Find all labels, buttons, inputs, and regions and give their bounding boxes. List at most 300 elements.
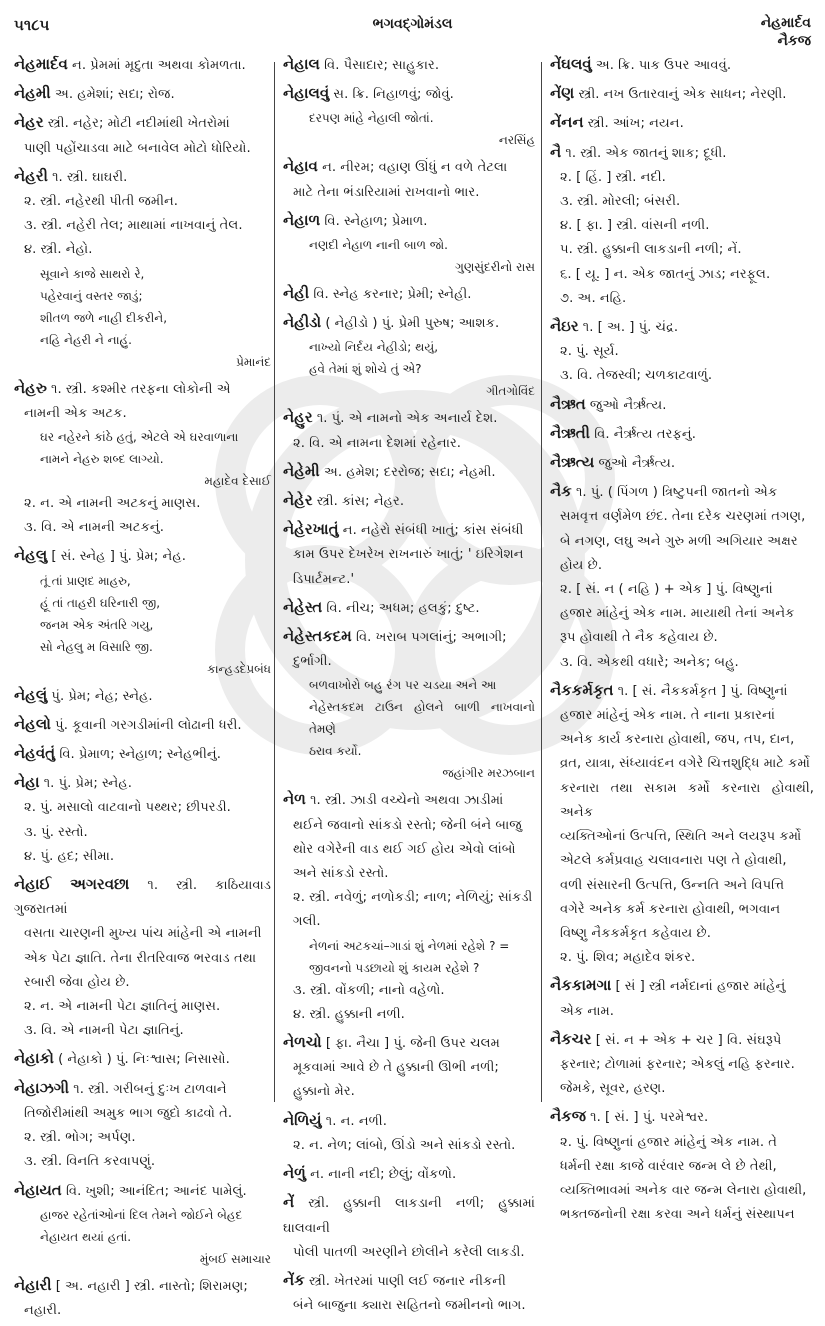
definition-line <box>14 712 271 738</box>
headword: નેહાયત <box>14 1180 62 1199</box>
headword: નેંઘલવું <box>550 55 592 73</box>
headword: નેહલો <box>14 714 51 733</box>
dictionary-entry <box>283 459 535 485</box>
headword: નેહલું <box>14 685 48 704</box>
dictionary-entry <box>14 543 271 679</box>
dictionary-entry <box>283 208 535 278</box>
definition-line <box>550 849 814 873</box>
definition-text: જેમકે, સૂવર, હરણ. <box>560 1081 666 1097</box>
sense-line: ૩. સ્ત્રી. વોંકળી; નાનો વહેળો. <box>293 982 445 998</box>
dictionary-entry <box>550 140 814 311</box>
dictionary-entry <box>283 488 535 514</box>
definition-text: કરનારા તથા સકામ કર્મો કરનારા હોવાથી, અનેક <box>560 780 814 820</box>
definition-line <box>283 1030 535 1056</box>
dictionary-entry <box>14 110 271 160</box>
citation: ગીતગોવિંદ <box>486 384 535 399</box>
quotation-line: ઘર નહેરને કાંઠે હતું, એટલે એ ઘરવાળાના <box>40 430 239 445</box>
definition-line <box>550 777 814 825</box>
headword: નેહેમી <box>283 461 320 480</box>
sense-line: ૫. સ્ત્રી. હુક્કાની લાકડાની નળી; નેં. <box>560 242 742 258</box>
column-1 <box>14 52 271 1326</box>
dictionary-entry <box>550 678 814 970</box>
dictionary-entry <box>283 154 535 204</box>
definition-line <box>550 110 814 136</box>
headword: નૈક <box>550 482 572 501</box>
headword: નૈઇર <box>550 317 579 336</box>
definition-line <box>14 543 271 569</box>
sense-line: ૨. પું. શિવ; મહાદેવ શંકર. <box>560 950 696 966</box>
dictionary-entry <box>14 1273 271 1323</box>
sense-line: ૨. પું. મસાલો વાટવાનો પથ્થર; છીપરડી. <box>24 800 231 816</box>
dictionary-entry <box>14 1076 271 1175</box>
quotation-line: તૂં તાં પ્રાણદ માહરુ, <box>40 573 131 588</box>
sense-line: ૪. સ્ત્રી. હુક્કાની નળી. <box>293 1006 405 1022</box>
sense-line: ૩. વિ. એકથી વધારે; અનેક; બહુ. <box>560 654 739 670</box>
sense-line: ૩. સ્ત્રી. વિનતિ કરવાપણું. <box>24 1154 156 1170</box>
dictionary-entry <box>14 741 271 767</box>
sense-line: ૨. સ્ત્રી. નહેરથી પીતી જમીન. <box>24 194 178 210</box>
definition-text: પાણી પહોંચાડવા માટે બનાવેલ મોટો ધોરિયો. <box>24 140 251 156</box>
definition-line <box>283 814 535 838</box>
definition-text: ૧. પું. ( પિંગળ ) ત્રિષ્ટુપની જાતનો એક <box>575 485 778 501</box>
quotation-line: પહેરવાનું વસ્તર જાડું; <box>40 288 143 303</box>
quotation-line: દરપણ માંહે નેહાલી જોતાં. <box>309 111 434 126</box>
dictionary-entry <box>283 517 535 592</box>
headword: નૈઋત <box>550 394 586 413</box>
definition-line <box>550 1104 814 1130</box>
definition-line <box>14 81 271 107</box>
definition-line <box>283 459 535 485</box>
citation: પ્રેમાનંદ <box>236 354 271 369</box>
definition-text: ૧. સ્ત્રી. ઘાઘરી. <box>52 169 128 185</box>
definition-text: મૂકવામાં આવે છે તે હુક્કાની ઊભી નળી; <box>293 1060 499 1076</box>
definition-text: ન. પ્રેમમાં મૃદુતા અથવા કોમળતા. <box>72 58 246 73</box>
sense-line: ૨. [ હિં. ] સ્ત્રી. નદી. <box>560 169 666 185</box>
citation: જહાંગીર મરઝબાન <box>442 766 535 781</box>
sense-line: ૩. સ્ત્રી. મોરલી; બંસરી. <box>560 194 681 210</box>
headword: નેહારી <box>14 1275 52 1294</box>
definition-line <box>283 838 535 862</box>
quotation-line: હાજર રહેતાંઓનાં દિલ તેમને જોઈને બેહદ <box>40 1207 243 1222</box>
sense-line: ૪. સ્ત્રી. નેહો. <box>24 242 93 258</box>
definition-text: સ્ત્રી. નખ ઉતારવાનું એક સાધન; નેરણી. <box>578 87 787 103</box>
definition-line <box>550 52 814 78</box>
definition-text: વસતા ચારણની મુખ્ય પાંચ માંહેની એ નામની <box>24 926 262 942</box>
headword: નેહી <box>283 284 310 303</box>
quotation-line: સૂવાને કાજે સાથરો રે, <box>40 266 145 281</box>
dictionary-entry <box>550 1104 814 1227</box>
definition-line <box>14 137 271 161</box>
dictionary-entry <box>14 81 271 107</box>
dictionary-entry <box>550 110 814 136</box>
definition-line <box>283 1108 535 1134</box>
citation: ગુણસુંદરીનો રાસ <box>455 260 535 275</box>
dictionary-entry <box>550 52 814 78</box>
definition-text: સ્ત્રી. કાંસ; નેહર. <box>316 494 405 510</box>
definition-line <box>550 678 814 704</box>
definition-line <box>550 874 814 898</box>
headword: નૈ <box>550 142 562 161</box>
dictionary-entry <box>14 712 271 738</box>
sense-line: હજાર માંહેનું એક નામ. માયાથી તેનાં અનેક <box>560 606 795 622</box>
quotation-line: ઠરાવ કર્યો. <box>309 744 362 759</box>
definition-line <box>14 741 271 767</box>
sense-line: ભક્તજનોની રક્ષા કરવા અને ધર્મનું સંસ્થાપન <box>560 1207 795 1223</box>
definition-line <box>283 488 535 514</box>
dictionary-entry <box>14 872 271 1043</box>
definition-line <box>14 872 271 922</box>
definition-line <box>283 405 535 431</box>
definition-text: માટે તેના ભંડારિયામાં રાખવાનો ભાર. <box>293 184 480 200</box>
definition-text: બે નગણ, લઘુ અને ગુરુ મળી અગિયાર અક્ષર <box>560 533 798 549</box>
definition-line <box>14 376 271 402</box>
definition-text: વળી સંસારની ઉત્પત્તિ, ઉન્નતિ અને વિપત્તિ <box>560 877 785 893</box>
definition-line <box>550 530 814 554</box>
definition-line <box>283 568 535 592</box>
definition-line <box>14 1273 271 1299</box>
definition-line <box>550 505 814 529</box>
sense-line: ૪. [ ફા. ] સ્ત્રી. વાંસની નળી. <box>560 218 710 234</box>
definition-text: વિ. સ્નેહ કરનાર; પ્રેમી; સ્નેહી. <box>313 287 472 303</box>
column-3 <box>550 52 814 1230</box>
guide-word-last: નૈકજ <box>777 33 811 49</box>
sense-line: ૩. વિ. એ નામની પેટા જ્ઞાતિનું. <box>24 1023 184 1039</box>
sense-line: ૩. પું. રસ્તો. <box>24 824 88 840</box>
dictionary-entry <box>550 973 814 1023</box>
definition-line <box>550 392 814 418</box>
definition-text: ૧. સ્ત્રી. ઝાડી વચ્ચેનો અથવા ઝાડીમાં <box>310 793 504 809</box>
definition-text: ૧. સ્ત્રી. એક જાતનું શાક; દૂધી. <box>565 145 727 161</box>
dictionary-entry <box>283 1190 535 1265</box>
definition-text: ૧. [ સં. ] પું. પરમેશ્વર. <box>590 1110 709 1126</box>
definition-text: પોલી પાતળી અરણીને છોલીને કરેલી લાકડી. <box>293 1244 525 1260</box>
dictionary-entry <box>283 787 535 1027</box>
definition-text: ન. નીરમ; વહાણ ઊંધું ન વળે તેટલા <box>322 160 508 176</box>
running-title: ભગવદ્ગોમંડલ <box>372 16 453 32</box>
definition-line <box>550 314 814 340</box>
headword: નેહેસ્ત <box>283 597 323 616</box>
headword: નેહલુ <box>14 546 48 565</box>
quotation-line: હૂં તાં તાહરી ઘરિનારી જી, <box>40 595 161 610</box>
definition-line <box>283 208 535 234</box>
definition-text: નહારી. <box>24 1302 62 1318</box>
definition-text: સ. ક્રિ. નિહાળવું; જોવું. <box>333 87 454 103</box>
dictionary-entry <box>550 81 814 107</box>
definition-text: ૧. સ્ત્રી. કાઠિયાવાડ ગુજરાતમાં <box>14 878 272 918</box>
definition-line <box>14 1076 271 1102</box>
definition-line <box>14 971 271 995</box>
definition-line <box>283 154 535 180</box>
definition-text: અ. હમેશાં; સદા; રોજ. <box>54 87 175 103</box>
definition-text: વિ. ખરાબ પગલાંનું; અભાગી; <box>355 630 507 646</box>
sense-line: ૩. વિ. એ નામની અટકનું. <box>24 520 164 536</box>
quotation-line: નહિ નેહરી ને નાહું. <box>40 332 132 347</box>
headword: નૈકજ <box>550 1107 586 1126</box>
definition-line <box>14 683 271 709</box>
definition-text: હોય છે. <box>560 557 603 573</box>
headword: નેહરી <box>14 166 48 185</box>
definition-text: સ્ત્રી. આંખ; નયન. <box>587 116 684 132</box>
dictionary-entry <box>550 1027 814 1102</box>
quotation-line: શીતળ જળે નાહી દીકરીને, <box>40 310 168 325</box>
citation: કાન્હડદેપ્રબંધ <box>207 661 271 676</box>
definition-line <box>283 517 535 543</box>
definition-line <box>550 898 814 922</box>
headword: નેહીડો <box>283 313 322 332</box>
sense-line: ૨. ન. એ નામની અટકનું માણસ. <box>24 496 201 512</box>
quotation-line: નેહાયત થયાં હતાં. <box>40 1229 132 1244</box>
headword: નેહેરખાતું <box>283 520 339 539</box>
quotation-line: નાખ્યો નિર્દય નેહીડો; થયું, <box>309 340 439 355</box>
definition-line <box>14 110 271 136</box>
headword: નેહર <box>14 113 44 132</box>
definition-text: વ્યક્તિઓનાં ઉત્પત્તિ, સ્થિતિ અને લયરૂપ કર્મો <box>560 829 802 845</box>
citation: મહાદેવ દેસાઈ <box>204 474 271 489</box>
dictionary-entry <box>550 421 814 447</box>
definition-text: વિ. પ્રેમાળ; સ્નેહાળ; સ્નેહભીનું. <box>59 747 221 763</box>
definition-text: એટલે કર્મપ્રવાહ ચલાવનારા પણ તે હોવાથી, <box>560 853 787 869</box>
definition-text: અ. ક્રિ. પાક ઉપર આવવું. <box>595 58 732 73</box>
definition-line <box>550 752 814 776</box>
definition-text: સ્ત્રી. નહેર; મોટી નદીમાંથી ખેતરોમાં <box>47 116 230 132</box>
definition-text: વિ. સ્નેહાળ; પ્રેમાળ. <box>324 213 428 229</box>
definition-line <box>550 825 814 849</box>
sense-line: ૩. સ્ત્રી. નહેરી તેલ; માથામાં નાખવાનું તેલ. <box>24 218 243 234</box>
column-2 <box>283 52 535 1321</box>
definition-line <box>283 595 535 621</box>
definition-text: ૧. [ સં. નૈકકર્મકૃત ] પું. વિષ્ણુનાં <box>617 683 788 699</box>
headword: નૈઋતી <box>550 423 590 442</box>
quotation-line: નેહેસ્તકદમ ટાઉન હોલને બાળી નાખવાનો તેમણે <box>309 700 535 737</box>
definition-text: ૧. [ અ. ] પું. ચંદ્ર. <box>582 320 679 336</box>
definition-text: ફરનાર; ટોળામાં ફરનાર; એકલું નહિ ફરનાર. <box>560 1056 795 1072</box>
dictionary-entry <box>550 450 814 476</box>
definition-line <box>283 1241 535 1265</box>
sense-line: ૨. ન. એ નામની પેટા જ્ઞાતિનું માણસ. <box>24 999 221 1015</box>
headword: નેહાવ <box>283 157 318 176</box>
sense-line: ૭. અ. નહિ. <box>560 290 627 306</box>
definition-line <box>550 1000 814 1024</box>
definition-line <box>283 1294 535 1318</box>
definition-text: ૧. ન. નળી. <box>325 1113 387 1129</box>
definition-text: ન. નાની નદી; છેલું; વોંકળો. <box>310 1167 457 1183</box>
sense-line: વ્યક્તિભાવમાં અનેક વાર જન્મ લેનારા હોવાથી, <box>560 1182 807 1198</box>
headword: નેહમી <box>14 84 51 103</box>
definition-text: બંને બાજુના ક્યારા સહિતનો જમીનનો ભાગ. <box>293 1298 526 1314</box>
definition-text: તિજોરીમાંથી અમુક ભાગ જુદો કાઢવો તે. <box>24 1105 233 1121</box>
headword: નેહા <box>14 773 40 792</box>
definition-text: [ અ. નહારી ] સ્ત્રી. નાસ્તો; શિરામણ; <box>55 1278 248 1294</box>
definition-line <box>283 624 535 650</box>
definition-line <box>283 1161 535 1187</box>
definition-line <box>14 402 271 426</box>
definition-line <box>14 52 271 78</box>
definition-line <box>550 1053 814 1077</box>
definition-text: વિ. નૈર્ઋત્ય તરફનું. <box>594 426 696 442</box>
headword: નેહેસ્તકદમ <box>283 627 352 646</box>
headword: નેહુર <box>283 408 313 427</box>
definition-text: [ ફા. નૈચા ] પું. જેની ઉપર ચલમ <box>325 1036 500 1052</box>
headword: નેહાલ <box>283 55 320 73</box>
definition-text: ડિપાર્ટમન્ટ.' <box>293 571 355 587</box>
definition-line <box>14 1178 271 1204</box>
dictionary-entry <box>283 1030 535 1105</box>
definition-text: વિ. ખુશી; આનંદિત; આનંદ પામેલું. <box>65 1183 247 1199</box>
definition-line <box>550 1077 814 1101</box>
headword: નેં <box>283 1193 295 1212</box>
definition-line <box>283 862 535 886</box>
definition-text: ૧. પું. એ નામનો એક અનાર્ય દેશ. <box>316 411 498 427</box>
dictionary-entry <box>283 281 535 307</box>
headword: નેળ <box>283 790 306 809</box>
definition-line <box>550 973 814 999</box>
headword: નેળિયું <box>283 1110 322 1129</box>
definition-line <box>14 947 271 971</box>
definition-text: રબારી જેવા હોય છે. <box>24 974 130 990</box>
headword: નૈઋત્ય <box>550 453 595 472</box>
headword: નેહાઝગી <box>14 1078 70 1097</box>
definition-line <box>283 281 535 307</box>
dictionary-entry <box>550 314 814 389</box>
definition-text: થઈને જવાનો સાંકડો રસ્તો; જેની બંને બાજુ <box>293 817 522 833</box>
definition-text: દુર્ભાગી. <box>293 654 332 670</box>
dictionary-entry <box>550 479 814 675</box>
definition-line <box>550 479 814 505</box>
column-divider <box>274 62 275 1102</box>
sense-line: ૨. પું. વિષ્ણુનાં હજાર માંહેનું એક નામ. તે <box>560 1134 778 1150</box>
quotation-line: જનમ એક અંતરિ ગયુ, <box>40 617 154 632</box>
headword: નેહાઈ અગરવછા <box>14 875 130 894</box>
sense-line: ૨. સ્ત્રી. નવેળું; નળોકડી; નાળ; નેળિયું; સાંકડી <box>293 890 533 906</box>
definition-line <box>550 1027 814 1053</box>
definition-line <box>14 1299 271 1323</box>
definition-text: હજાર માંહેનું એક નામ. તે નાના પ્રકારનાં <box>560 708 775 724</box>
definition-text: પું. પ્રેમ; નેહ; સ્નેહ. <box>51 688 153 704</box>
definition-text: ( નેહાકો ) પું. નિઃશ્વાસ; નિસાસો. <box>58 1052 230 1068</box>
definition-text: સ્ત્રી. ખેતરમાં પાણી લઈ જનાર નીકની <box>308 1273 506 1289</box>
definition-text: સમવૃત્ત વર્ણમેળ છંદ. તેના દરેક ચરણમાં તગણ, <box>560 509 806 525</box>
definition-line <box>550 704 814 728</box>
dictionary-entry <box>283 1268 535 1318</box>
definition-line <box>550 421 814 447</box>
definition-line <box>550 554 814 578</box>
definition-line <box>283 1190 535 1240</box>
headword: નેહાકો <box>14 1049 54 1068</box>
dictionary-entry <box>14 52 271 78</box>
sense-line: રૂપ હોવાથી તે નૈક કહેવાય છે. <box>560 630 718 646</box>
headword: નેહવંતું <box>14 744 56 763</box>
sense-line: ૬. [ યૂ. ] ન. એક જાતનું ઝાડ; નરફૂલ. <box>560 266 771 282</box>
headword: નેહમાર્દવ <box>14 55 68 73</box>
sense-line: ૨. સ્ત્રી. ભોગ; અર્પણ. <box>24 1130 136 1146</box>
sense-line: ૪. પું. હદ; સીમા. <box>24 848 115 864</box>
definition-line <box>283 81 535 107</box>
headword: નેંનન <box>550 113 584 132</box>
guide-words <box>761 14 811 50</box>
dictionary-entry <box>283 624 535 784</box>
definition-text: નામની એક અટક. <box>24 405 127 421</box>
definition-line <box>14 164 271 190</box>
sense-line: ૩. વિ. તેજસ્વી; ચળકાટવાળું. <box>560 368 713 384</box>
sense-line: ધર્મની રક્ષા કાજે વારંવાર જન્મ લે છે તેથી, <box>560 1158 777 1174</box>
definition-text: વિષ્ણુ નૈકકર્મકૃત કહેવાય છે. <box>560 925 711 941</box>
dictionary-entry <box>283 52 535 78</box>
dictionary-entry <box>283 405 535 455</box>
definition-line <box>283 1056 535 1080</box>
definition-text: પું. કૂવાની ગરગડીમાંની લોઢાની ધરી. <box>55 717 242 733</box>
definition-text: જુઓ નૈર્ઋત્ય. <box>598 456 676 472</box>
definition-line <box>550 922 814 946</box>
definition-line <box>550 140 814 166</box>
dictionary-entry <box>14 164 271 373</box>
definition-line <box>550 728 814 752</box>
definition-text: એક નામ. <box>560 1003 614 1019</box>
definition-line <box>283 52 535 78</box>
definition-text: ૧. પું. પ્રેમ; સ્નેહ. <box>43 776 132 792</box>
page-header <box>0 0 825 48</box>
definition-line <box>14 922 271 946</box>
dictionary-entry <box>14 1178 271 1270</box>
quotation-line: બળવાખોરો બહુ રંગ પર ચડયા અને આ <box>309 678 497 693</box>
citation: નરસિંહ <box>498 133 535 148</box>
quotation-line: જીવનનો પડછાયો શું કાયમ રહેશે ? <box>309 960 480 975</box>
definition-line <box>550 450 814 476</box>
sense-line: ૨. વિ. એ નામના દેશમાં રહેનાર. <box>293 435 461 451</box>
definition-text: વ્રત, યાત્રા, સંધ્યાવંદન વગેરે ચિત્તશુદ્ધિ માટે કર્મો <box>560 756 810 772</box>
definition-line <box>283 310 535 336</box>
dictionary-entry <box>550 392 814 418</box>
headword: નેંણ <box>550 84 575 103</box>
dictionary-entry <box>14 770 271 869</box>
dictionary-entry <box>14 1046 271 1072</box>
definition-text: સ્ત્રી. હુક્કાની લાકડાની નળી; હુક્કામાં ઘાલવાની <box>283 1196 535 1236</box>
headword: નૈકચર <box>550 1029 592 1048</box>
headword: નેળું <box>283 1164 306 1183</box>
quotation-line: નામને નેહરુ શબ્દ લાગ્યો. <box>40 452 164 467</box>
definition-text: ન. નહેરો સંબંધી ખાતું; કાંસ સંબંધી <box>342 523 524 539</box>
headword: નેહેર <box>283 491 313 510</box>
quotation-line: હવે તેમાં શું શોચે તું એ? <box>309 362 422 377</box>
definition-line <box>283 543 535 567</box>
quotation-line: સો નેહલુ મ વિસારિ જી. <box>40 639 153 654</box>
definition-text: કામ ઉપર દેખરેખ રાખનારું ખાતું; ' ઇરિગેશન <box>293 547 524 563</box>
headword: નેળચો <box>283 1033 322 1052</box>
definition-line <box>283 1268 535 1294</box>
definition-text: [ સં. ન + એક + ચર ] વિ. સંઘરૂપે <box>595 1032 782 1048</box>
dictionary-entry <box>283 595 535 621</box>
dictionary-entry <box>283 310 535 402</box>
guide-word-first: નેહમાર્દવ <box>760 15 811 31</box>
definition-text: અનેક કાર્ય કરનારા હોવાથી, જપ, તપ, દાન, <box>560 732 795 748</box>
sense-line: ૨. પું. સૂર્ય. <box>560 344 619 360</box>
page-number: ૫૧૮૫ <box>14 16 50 34</box>
definition-text: થોર વગેરેની વાડ થઈ ગઈ હોય એવો લાંબો <box>293 841 516 857</box>
headword: નેહાળ <box>283 210 321 229</box>
definition-text: ૧. સ્ત્રી. ગરીબનું દુઃખ ટાળવાને <box>73 1081 227 1097</box>
definition-line <box>14 1102 271 1126</box>
definition-text: એક પેટા જ્ઞાતિ. તેના રીતરિવાજ ભરવાડ તથા <box>24 950 257 966</box>
definition-text: [ સં ] સ્ત્રી નર્મદાનાં હજાર માંહેનું <box>615 979 786 995</box>
definition-text: ( નેહીડો ) પું. પ્રેમી પુરુષ; આશક. <box>325 316 500 332</box>
definition-line <box>550 81 814 107</box>
definition-text: હુક્કાનો મેર. <box>293 1084 355 1100</box>
dictionary-entry <box>14 683 271 709</box>
definition-text: જુઓ નૈર્ઋત્ય. <box>589 397 667 413</box>
dictionary-entry <box>283 81 535 151</box>
headword: નૈકકામગા <box>550 976 612 995</box>
definition-text: ૧. સ્ત્રી. કશ્મીર તરફના લોકોની એ <box>51 381 231 397</box>
sense-line: ૨. ન. નેળ; લાંબો, ઊંડો અને સાંકડો રસ્તો. <box>293 1137 516 1153</box>
